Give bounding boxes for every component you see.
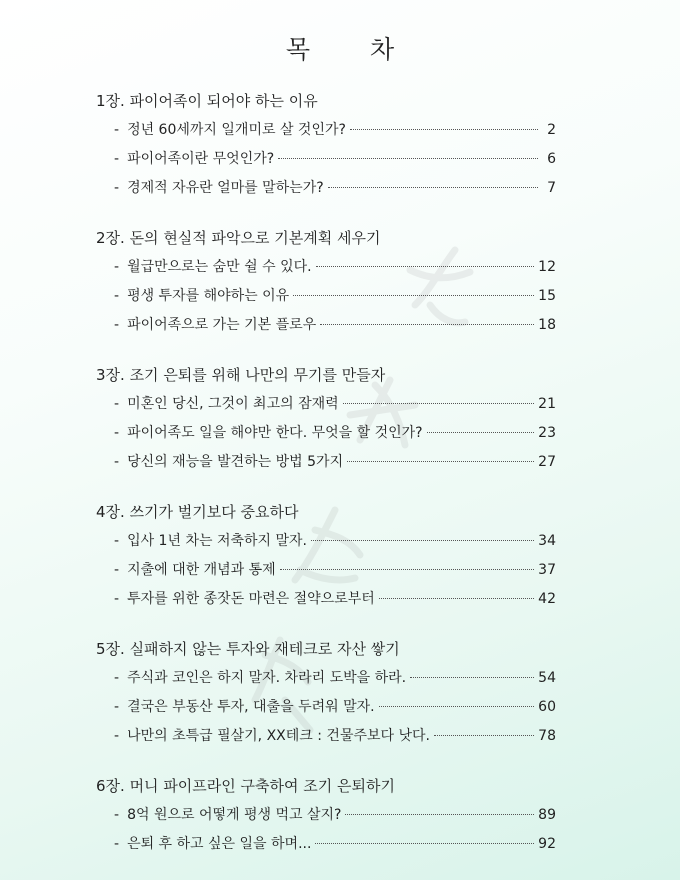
dot-leader (278, 158, 538, 159)
dot-leader (315, 843, 534, 844)
toc-entry (96, 282, 556, 311)
entry-dash: - (114, 699, 120, 715)
entry-page-number: 37 (538, 562, 556, 578)
chapter-title: 6장. 머니 파이프라인 구축하여 조기 은퇴하기 (96, 777, 395, 795)
toc-entry (96, 664, 556, 693)
toc-entry (96, 722, 556, 751)
dot-leader (427, 432, 535, 433)
chapter-title: 3장. 조기 은퇴를 위해 나만의 무기를 만들자 (96, 366, 386, 384)
entry-text: 당신의 재능을 발견하는 방법 5가지 (127, 454, 344, 470)
dot-leader (328, 187, 538, 188)
entry-page-number: 54 (538, 670, 556, 686)
chapter-3 (96, 360, 556, 477)
entry-text: 정년 60세까지 일개미로 살 것인가? (127, 122, 346, 138)
entry-page-number: 78 (538, 728, 556, 744)
chapter-5 (96, 634, 556, 751)
dot-leader (311, 540, 534, 541)
chapter-4 (96, 497, 556, 614)
toc-entry (96, 801, 556, 830)
toc-entry (96, 693, 556, 722)
entry-page-number: 21 (538, 396, 556, 412)
dot-leader (410, 677, 534, 678)
entry-page-number: 42 (538, 591, 556, 607)
toc-entry (96, 174, 556, 203)
entry-text: 나만의 초특급 필살기, XX테크 : 건물주보다 낫다. (127, 728, 430, 744)
entry-page-number: 18 (538, 317, 556, 333)
entry-dash: - (114, 259, 120, 275)
chapter-title: 1장. 파이어족이 되어야 하는 이유 (96, 92, 318, 110)
toc-entry (96, 116, 556, 145)
entry-text: 파이어족으로 가는 기본 플로우 (127, 317, 317, 333)
entry-text: 8억 원으로 어떻게 평생 먹고 살지? (127, 807, 342, 823)
entry-dash: - (114, 533, 120, 549)
entry-dash: - (114, 591, 120, 607)
entry-text: 은퇴 후 하고 싶은 일을 하며... (127, 836, 312, 852)
entry-page-number: 27 (538, 454, 556, 470)
dot-leader (343, 403, 535, 404)
chapter-title: 4장. 쓰기가 벌기보다 중요하다 (96, 503, 299, 521)
entry-page-number: 6 (547, 151, 556, 167)
entry-dash: - (114, 122, 120, 138)
entry-page-number: 2 (547, 122, 556, 138)
page-title: 목 차 (285, 35, 421, 64)
toc-entry (96, 145, 556, 174)
chapter-2 (96, 223, 556, 340)
entry-page-number: 92 (538, 836, 556, 852)
entry-text: 지출에 대한 개념과 통제 (127, 562, 276, 578)
entry-page-number: 60 (538, 699, 556, 715)
dot-leader (347, 461, 534, 462)
entry-text: 투자를 위한 종잣돈 마련은 절약으로부터 (127, 591, 375, 607)
entry-text: 입사 1년 차는 저축하지 말자. (127, 533, 307, 549)
dot-leader (434, 735, 534, 736)
entry-text: 월급만으로는 숨만 쉴 수 있다. (127, 259, 312, 275)
entry-page-number: 89 (538, 807, 556, 823)
dot-leader (316, 266, 535, 267)
toc-entry (96, 253, 556, 282)
toc-entry (96, 390, 556, 419)
entry-text: 경제적 자유란 얼마를 말하는가? (127, 180, 324, 196)
toc-entry (96, 419, 556, 448)
dot-leader (379, 598, 534, 599)
entry-dash: - (114, 317, 120, 333)
entry-dash: - (114, 836, 120, 852)
dot-leader (350, 129, 538, 130)
toc-entry (96, 311, 556, 340)
entry-page-number: 34 (538, 533, 556, 549)
entry-text: 결국은 부동산 투자, 대출을 두려워 말자. (127, 699, 375, 715)
dot-leader (320, 324, 534, 325)
entry-text: 평생 투자를 해야하는 이유 (127, 288, 290, 304)
chapter-6 (96, 771, 556, 859)
toc-entry (96, 527, 556, 556)
entry-dash: - (114, 396, 120, 412)
entry-page-number: 12 (538, 259, 556, 275)
toc-entry (96, 448, 556, 477)
entry-dash: - (114, 454, 120, 470)
entry-dash: - (114, 151, 120, 167)
entry-dash: - (114, 425, 120, 441)
dot-leader (293, 295, 534, 296)
entry-text: 주식과 코인은 하지 말자. 차라리 도박을 하라. (127, 670, 407, 686)
entry-page-number: 15 (538, 288, 556, 304)
dot-leader (345, 814, 534, 815)
dot-leader (379, 706, 535, 707)
entry-page-number: 7 (547, 180, 556, 196)
entry-dash: - (114, 728, 120, 744)
entry-text: 파이어족도 일을 해야만 한다. 무엇을 할 것인가? (127, 425, 423, 441)
chapter-title: 2장. 돈의 현실적 파악으로 기본계획 세우기 (96, 229, 381, 247)
entry-dash: - (114, 670, 120, 686)
entry-text: 미혼인 당신, 그것이 최고의 잠재력 (127, 396, 339, 412)
entry-dash: - (114, 807, 120, 823)
table-of-contents (96, 86, 556, 879)
entry-dash: - (114, 562, 120, 578)
entry-text: 파이어족이란 무엇인가? (127, 151, 275, 167)
dot-leader (280, 569, 535, 570)
chapter-title: 5장. 실패하지 않는 투자와 재테크로 자산 쌓기 (96, 640, 400, 658)
entry-dash: - (114, 180, 120, 196)
toc-entry (96, 556, 556, 585)
entry-page-number: 23 (538, 425, 556, 441)
entry-dash: - (114, 288, 120, 304)
toc-entry (96, 830, 556, 859)
toc-entry (96, 585, 556, 614)
chapter-1 (96, 86, 556, 203)
